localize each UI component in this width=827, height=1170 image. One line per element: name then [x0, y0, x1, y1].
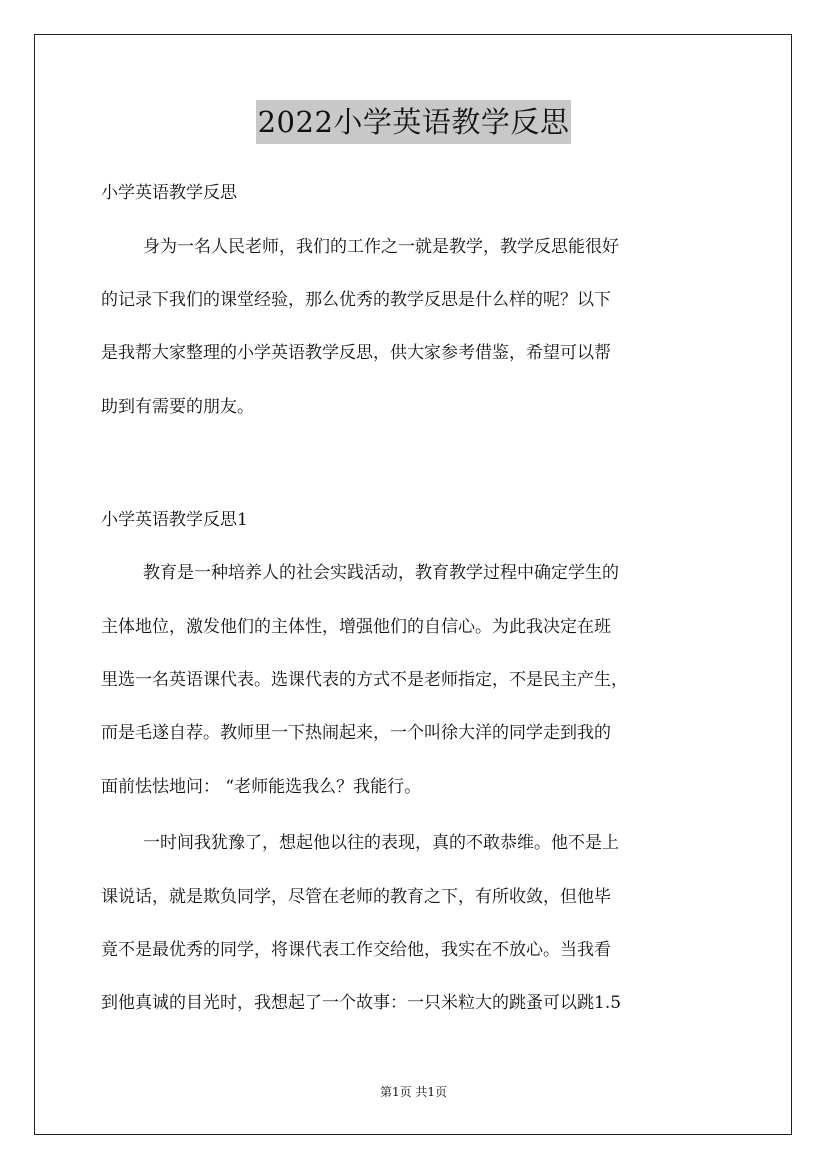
- document-title: 2022小学英语教学反思: [256, 100, 572, 144]
- page-number-info: 第1页 共1页: [379, 1085, 448, 1099]
- para2-line-3: 竟不是最优秀的同学，将课代表工作交给他，我实在不放心。当我看: [101, 940, 611, 960]
- para2-line-4: 到他真诚的目光时，我想起了一个故事：一只米粒大的跳蚤可以跳1.5: [101, 993, 622, 1013]
- para2-line-2: 课说话，就是欺负同学，尽管在老师的教育之下，有所收敛，但他毕: [101, 887, 611, 907]
- para1-line-3: 里选一名英语课代表。选课代表的方式不是老师指定，不是民主产生，: [101, 670, 628, 690]
- intro-line-1: 身为一名人民老师，我们的工作之一就是教学，教学反思能很好: [143, 237, 619, 257]
- intro-line-2: 的记录下我们的课堂经验，那么优秀的教学反思是什么样的呢？以下: [101, 290, 611, 310]
- intro-line-4: 助到有需要的朋友。: [101, 397, 254, 417]
- para1-line-5: 面前怯怯地问： “老师能选我么？我能行。: [101, 777, 422, 797]
- intro-line-3: 是我帮大家整理的小学英语教学反思，供大家参考借鉴，希望可以帮: [101, 343, 611, 363]
- para1-line-4: 而是毛遂自荐。教师里一下热闹起来，一个叫徐大洋的同学走到我的: [101, 723, 611, 743]
- intro-heading: 小学英语教学反思: [101, 183, 237, 203]
- para1-line-1: 教育是一种培养人的社会实践活动，教育教学过程中确定学生的: [143, 563, 619, 583]
- para2-line-1: 一时间我犹豫了，想起他以往的表现，真的不敢恭维。他不是上: [143, 833, 619, 853]
- section-heading: 小学英语教学反思1: [101, 510, 248, 530]
- title-container: [0, 100, 827, 144]
- para1-line-2: 主体地位，激发他们的主体性，增强他们的自信心。为此我决定在班: [101, 617, 611, 637]
- page-footer: [0, 1083, 827, 1101]
